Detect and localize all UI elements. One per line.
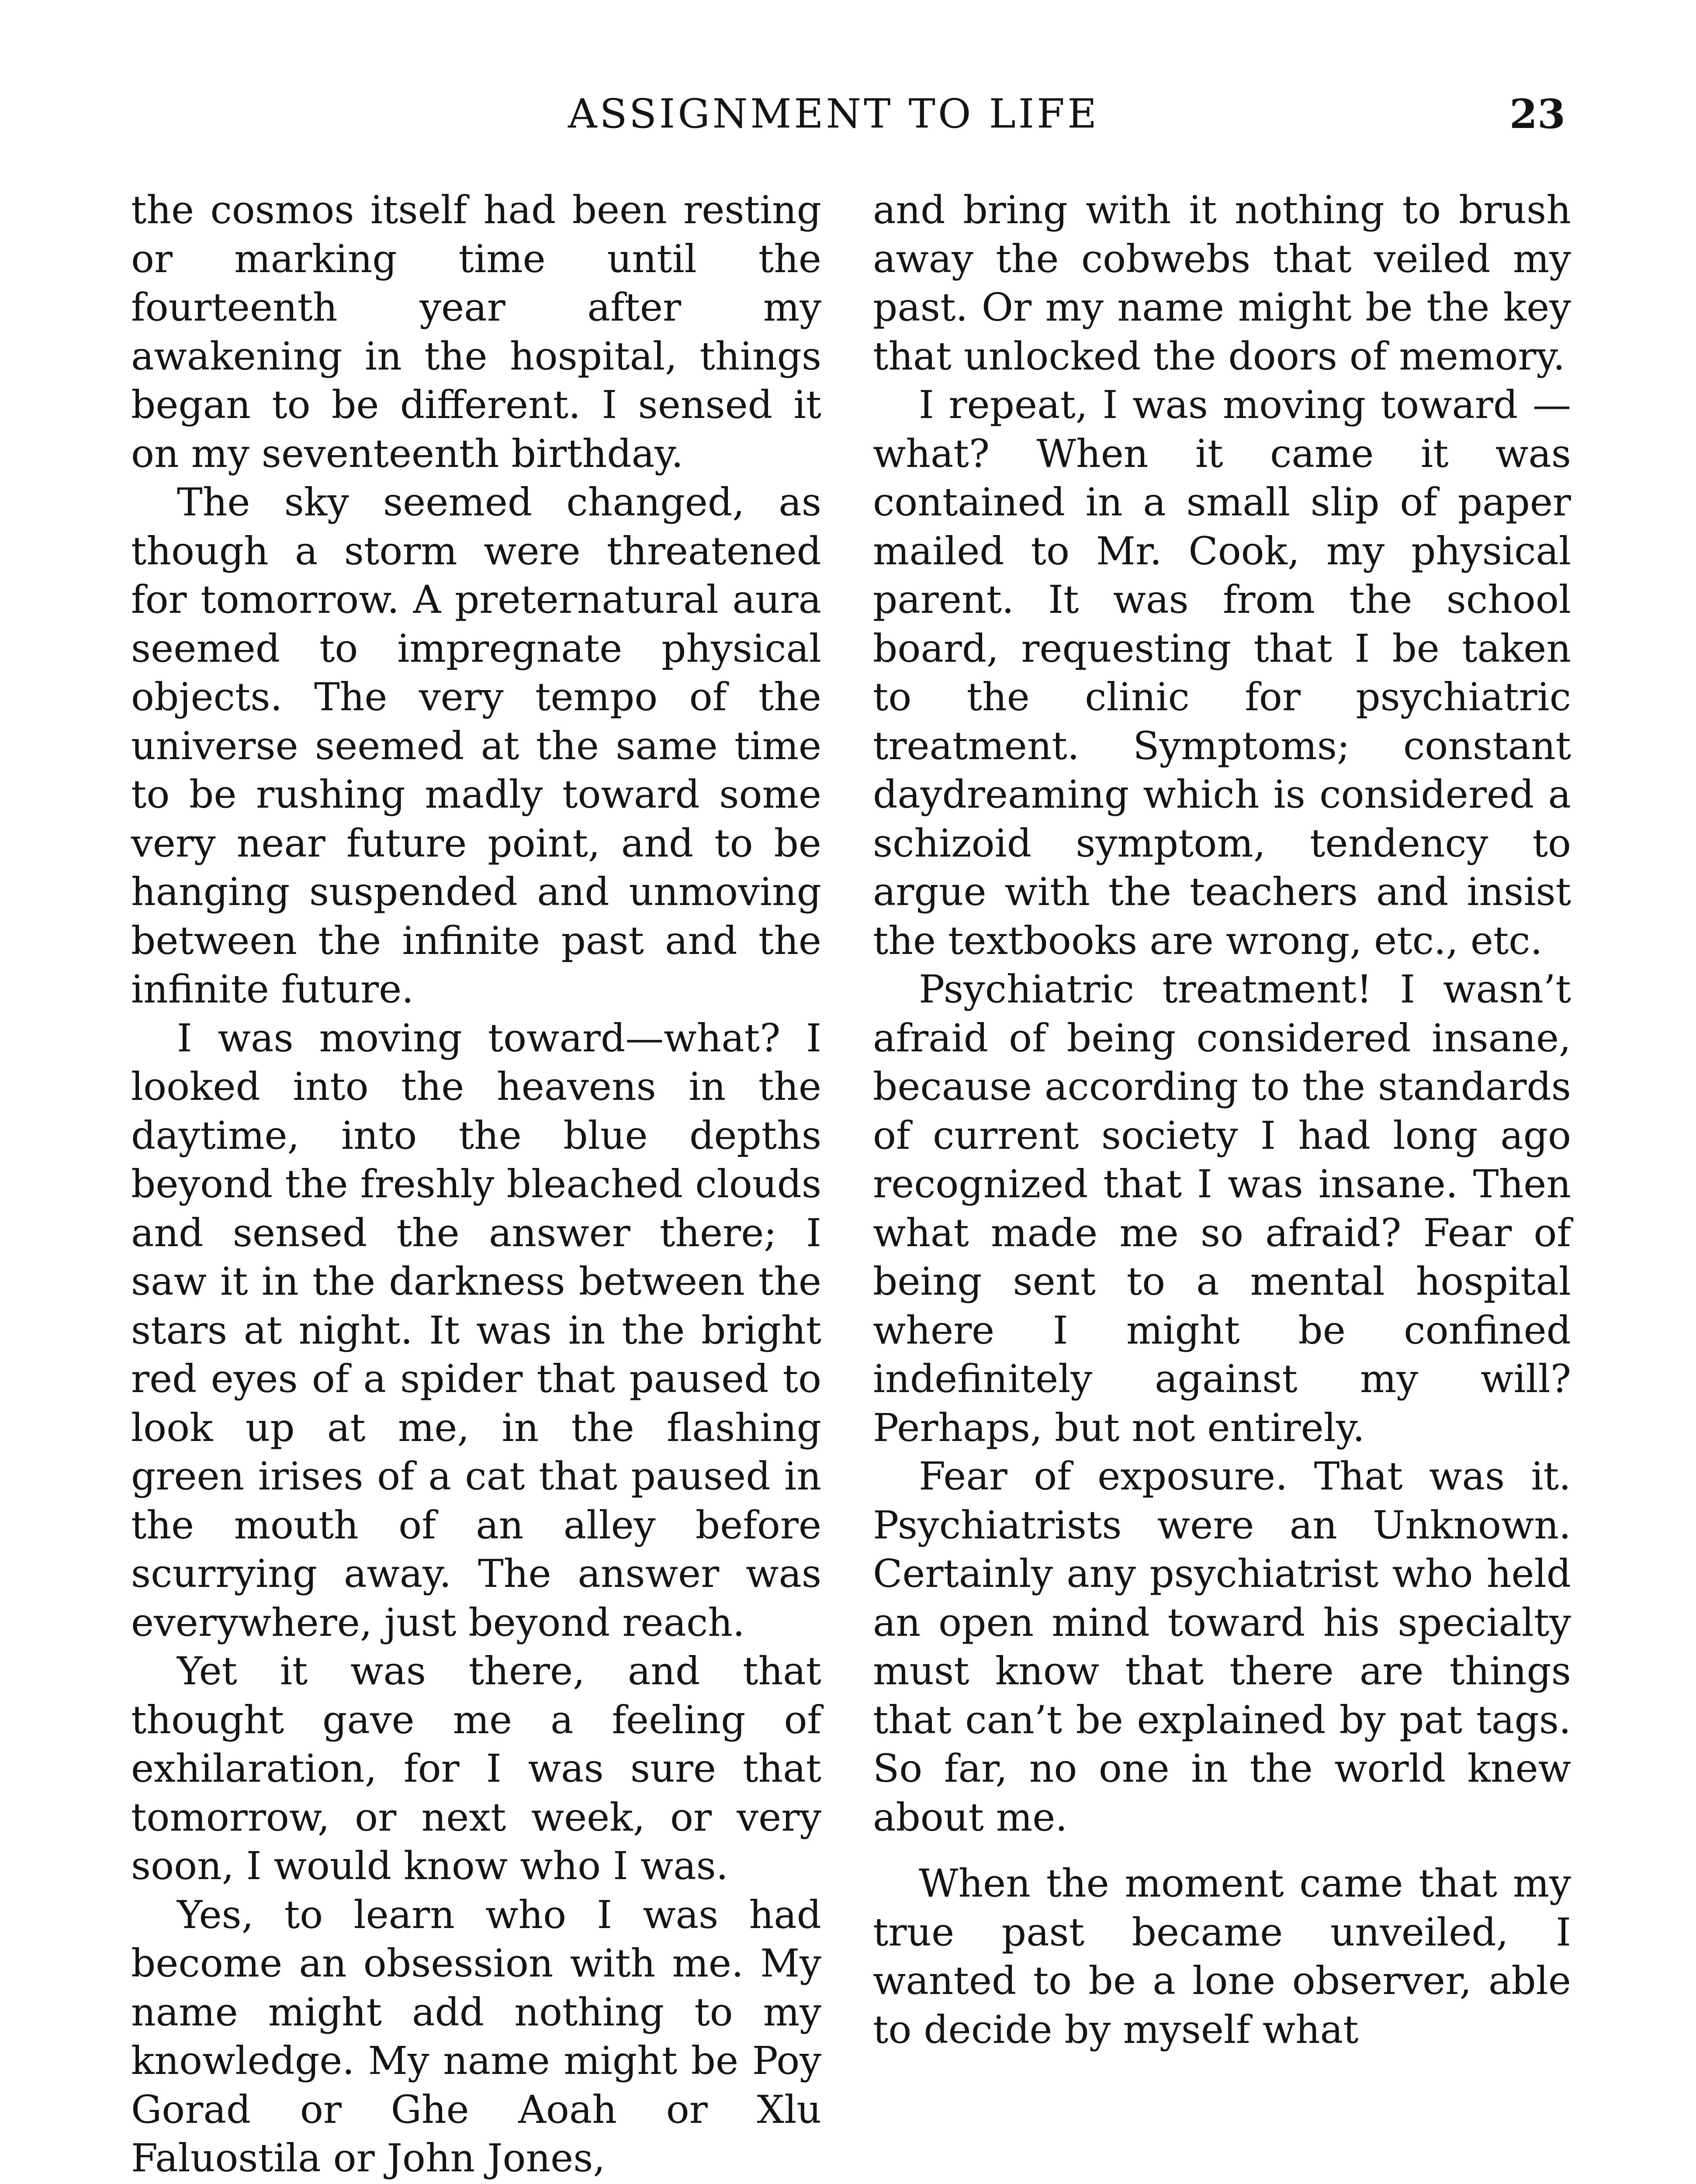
- page-number: 23: [1509, 90, 1566, 138]
- paragraph: Yes, to learn who I was had become an obsession with me. My name might add nothing to my knowledge. My name might be Poy Gorad or Ghe Aoah or Xlu Faluostila or John Jones,: [131, 1892, 821, 2181]
- paragraph: Fear of exposure. That was it. Psychiatrists were an Unknown. Certainly any psychiatrist who held an open mind toward his specialty must know that there are things that can’t be explained by pat tags. So far, no one in the world knew about me.: [873, 1454, 1571, 1840]
- paragraph: I repeat, I was moving toward —what? When it came it was contained in a small slip of paper mailed to Mr. Cook, my physical parent. It was from the school board, requesting that I be taken to the clinic for psychiatric treatment. Symptoms; constant daydreaming which is considered a schizoid symptom, tendency to argue with the teachers and insist the textbooks are wrong, etc., etc.: [873, 382, 1571, 963]
- paragraph: The sky seemed changed, as though a storm were threatened for tomorrow. A preternatural aura seemed to impregnate physical objects. The very tempo of the universe seemed at the same time to be rushing madly toward some very near future point, and to be hanging suspended and unmoving between the infinite past and the infinite future.: [131, 480, 821, 1012]
- running-header-title: ASSIGNMENT TO LIFE: [568, 90, 1100, 137]
- paragraph: Yet it was there, and that thought gave me a feeling of exhilaration, for I was sure that tomorrow, or next week, or very soon, I would know who I was.: [131, 1648, 821, 1888]
- paragraph: the cosmos itself had been resting or marking time until the fourteenth year after my awakening in the hospital, things began to be different. I sensed it on my seventeenth birthday.: [131, 187, 821, 476]
- right-text-column: [873, 186, 1571, 2054]
- paragraph: When the moment came that my true past became unveiled, I wanted to be a lone observer, able to decide by myself what: [873, 1861, 1571, 2052]
- paragraph: Psychiatric treatment! I wasn’t afraid of being considered insane, because according to the standards of current society I had long ago recognized that I was insane. Then what made me so afraid? Fear of being sent to a mental hospital where I might be confined indefinitely against my will? Perhaps, but not entirely.: [873, 967, 1571, 1450]
- paragraph: and bring with it nothing to brush away the cobwebs that veiled my past. Or my name might be the key that unlocked the doors of memory.: [873, 187, 1571, 379]
- left-text-column: [131, 186, 821, 2183]
- paragraph: I was moving toward—what? I looked into the heavens in the daytime, into the blue depths beyond the freshly bleached clouds and sensed the answer there; I saw it in the darkness between the stars at night. It was in the bright red eyes of a spider that paused to look up at me, in the flashing green irises of a cat that paused in the mouth of an alley before scurrying away. The answer was everywhere, just beyond reach.: [131, 1015, 821, 1645]
